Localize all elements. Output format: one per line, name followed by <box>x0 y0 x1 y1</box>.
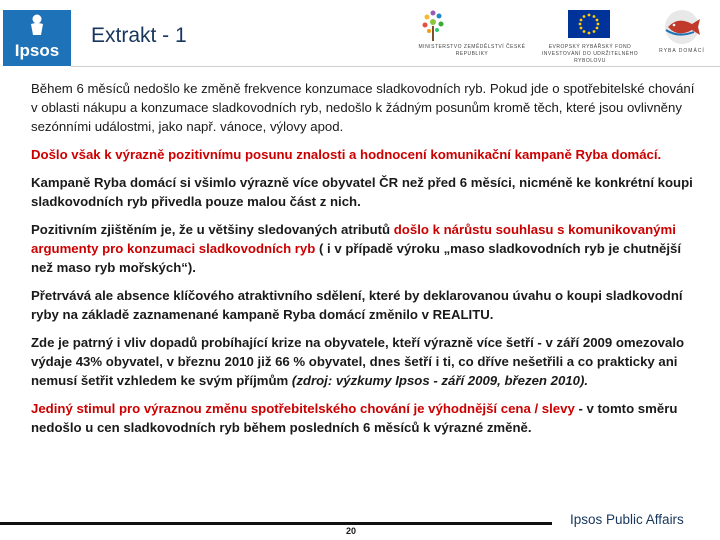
page-number: 20 <box>346 526 357 536</box>
eu-fund-logo <box>535 8 645 68</box>
paragraph-crisis-source: (zdroj: výzkumy Ipsos - září 2009, březen 2010). <box>291 373 589 388</box>
paragraph-attributes-note: ( i v případě výroku „maso sladkovodních ryb je chutnější než maso ryb mořských“). <box>31 241 682 275</box>
ipsos-figure-icon <box>28 14 46 36</box>
fish-logo-icon <box>648 8 716 46</box>
page-title: Extrakt - 1 <box>91 24 187 47</box>
paragraph-campaign-awareness: Kampaně Ryba domácí si všimlo výrazně více obyvatel ČR než před 6 měsíci, nicméně ke konkrétní koupi sladkovodních ryb přivedla pouze malou část z nich. <box>31 175 693 209</box>
footer-brand: Ipsos Public Affairs <box>570 512 684 527</box>
paragraph-frequency-rest: Pokud jde o spotřebitelské chování v oblasti nákupu a konzumace sladkovodních ryb, nedošlo k žádným posunům kromě těch, které jsou ovlivněny sezónními událostmi, jako např. vánoce, výlovy apod. <box>31 81 695 134</box>
ipsos-logo <box>3 10 71 66</box>
paragraph-price-highlight: Jediný stimul pro výraznou změnu spotřebitelského chování je výhodnější cena / slevy <box>31 401 575 416</box>
paragraph-attributes-intro: Pozitivním zjištěním je, že u většiny sledovaných atributů <box>31 222 394 237</box>
footer-divider <box>0 522 552 525</box>
paragraph-frequency <box>31 79 701 136</box>
ipsos-logo-text: Ipsos <box>14 41 60 60</box>
ministry-logo-text: MINISTERSTVO ZEMĚDĚLSTVÍ ČESKÉ REPUBLIKY <box>418 44 526 57</box>
extract-body <box>31 79 701 446</box>
eu-logo-text: EVROPSKÝ RYBÁŘSKÝ FOND INVESTOVÁNÍ DO UDRŽITELNÉHO RYBOLOVU <box>541 44 639 64</box>
paragraph-missing-message: Přetrvává ale absence klíčového atraktivního sdělení, které by deklarovanou úvahu o koupi sladkovodní ryby na základě zaznamenané kampaně Ryba domácí změnilo v REALITU. <box>31 288 683 322</box>
paragraph-price-rest: - v tomto směru nedošlo u cen sladkovodních ryb během posledních 6 měsíců k výrazné změně. <box>31 401 678 435</box>
ryba-logo-text: RYBA DOMÁCÍ <box>659 48 705 54</box>
eu-flag-icon <box>535 8 645 42</box>
ministry-logo <box>413 8 531 68</box>
paragraph-crisis-text: Zde je patrný i vliv dopadů probíhající krize na obyvatele, kteří výrazně více šetří - v září 2009 omezovalo výdaje 43% obyvatel, v březnu 2010 již 66 % obyvatel, dnes šetří i ti, co dříve nešetřili a co prakticky ani nemusí šetřit vzhledem ke svým příjmům <box>31 335 685 388</box>
paragraph-crisis-impact <box>31 333 701 390</box>
paragraph-attributes <box>31 220 701 277</box>
paragraph-attributes-highlight: došlo k nárůstu souhlasu s komunikovanými argumenty pro konzumaci sladkovodních ryb <box>31 222 676 256</box>
ryba-domaci-logo <box>648 8 716 58</box>
paragraph-frequency-lead: Během 6 měsíců nedošlo ke změně frekvence konzumace sladkovodních ryb. <box>31 81 487 96</box>
tree-icon <box>413 8 531 44</box>
paragraph-positive-shift: Došlo však k výrazně pozitivnímu posunu znalosti a hodnocení komunikační kampaně Ryba domácí. <box>31 147 662 162</box>
paragraph-price-stimulus <box>31 399 701 437</box>
